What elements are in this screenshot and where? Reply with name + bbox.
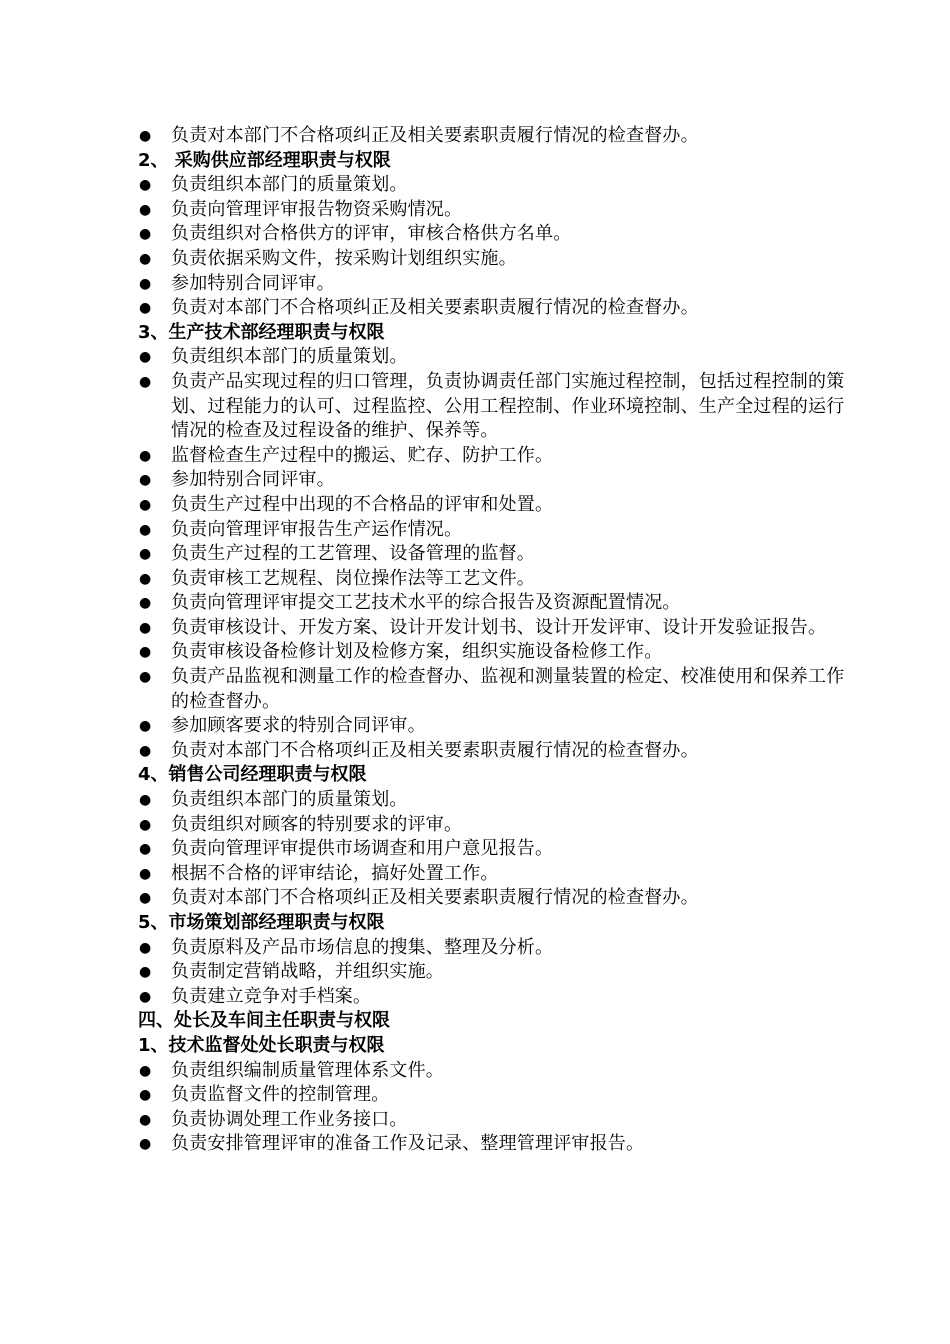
list-item — [138, 542, 860, 567]
list-item-text: 负责协调处理工作业务接口。 — [171, 1108, 408, 1130]
list-item-text: 根据不合格的评审结论，搞好处置工作。 — [171, 862, 499, 884]
bullet-icon: ● — [139, 570, 152, 587]
bullet-icon: ● — [139, 669, 152, 686]
bullet-icon: ● — [139, 177, 152, 194]
section-heading: 3、生产技术部经理职责与权限 — [138, 321, 385, 343]
list-item — [138, 739, 860, 764]
list-item-text: 负责制定营销战略，并组织实施。 — [171, 961, 444, 983]
list-item-text: 负责审核工艺规程、岗位操作法等工艺文件。 — [171, 567, 535, 589]
list-item — [138, 468, 860, 493]
bullet-icon: ● — [139, 447, 152, 464]
bullet-icon: ● — [139, 373, 152, 390]
document-body — [138, 124, 860, 1157]
list-item-text: 负责向管理评审报告物资采购情况。 — [171, 198, 463, 220]
list-item — [138, 788, 860, 813]
list-item — [138, 247, 860, 272]
list-item-text: 参加顾客要求的特别合同评审。 — [171, 715, 426, 737]
bullet-icon: ● — [139, 792, 152, 809]
list-item-text: 负责组织编制质量管理体系文件。 — [171, 1059, 444, 1081]
list-item — [138, 862, 860, 887]
bullet-icon: ● — [139, 619, 152, 636]
bullet-icon: ● — [139, 939, 152, 956]
list-item — [138, 173, 860, 198]
list-item — [138, 493, 860, 518]
list-item — [138, 296, 860, 321]
list-item-text: 监督检查生产过程中的搬运、贮存、防护工作。 — [171, 444, 554, 466]
bullet-icon: ● — [139, 1136, 152, 1153]
section-heading: 四、处长及车间主任职责与权限 — [138, 1010, 390, 1032]
section-heading: 2、 采购供应部经理职责与权限 — [138, 149, 391, 171]
bullet-icon: ● — [139, 546, 152, 563]
list-item-text: 负责产品实现过程的归口管理，负责协调责任部门实施过程控制，包括过程控制的策划、过程能力的认可、过程监控、公用工程控制、作业环境控制、生产全过程的运行情况的检查及过程设备的维护、保养等。 — [171, 370, 845, 442]
list-item-text: 负责依据采购文件，按采购计划组织实施。 — [171, 247, 517, 269]
list-item-text: 负责组织本部门的质量策划。 — [171, 789, 408, 811]
list-item — [138, 591, 860, 616]
list-item — [138, 616, 860, 641]
list-item — [138, 272, 860, 297]
bullet-icon: ● — [139, 841, 152, 858]
list-item — [138, 567, 860, 592]
bullet-icon: ● — [139, 1062, 152, 1079]
list-item-text: 负责监督文件的控制管理。 — [171, 1084, 390, 1106]
bullet-icon: ● — [139, 718, 152, 735]
bullet-icon: ● — [139, 742, 152, 759]
list-item — [138, 1059, 860, 1084]
bullet-icon: ● — [139, 300, 152, 317]
bullet-icon: ● — [139, 890, 152, 907]
list-item — [138, 985, 860, 1010]
list-item-text: 参加特别合同评审。 — [171, 469, 335, 491]
list-item — [138, 714, 860, 739]
bullet-icon: ● — [139, 250, 152, 267]
list-item — [138, 198, 860, 223]
list-item — [138, 518, 860, 543]
list-item-text: 负责对本部门不合格项纠正及相关要素职责履行情况的检查督办。 — [171, 739, 699, 761]
list-item — [138, 837, 860, 862]
section-heading: 5、市场策划部经理职责与权限 — [138, 912, 385, 933]
list-item-text: 参加特别合同评审。 — [171, 272, 335, 294]
list-item — [138, 813, 860, 838]
list-item-text: 负责对本部门不合格项纠正及相关要素职责履行情况的检查督办。 — [171, 125, 699, 146]
list-item — [138, 640, 860, 665]
list-item-text: 负责组织本部门的质量策划。 — [171, 174, 408, 196]
bullet-icon: ● — [139, 521, 152, 538]
list-item-text: 负责原料及产品市场信息的搜集、整理及分析。 — [171, 936, 554, 958]
bullet-icon: ● — [139, 128, 152, 144]
bullet-icon: ● — [139, 865, 152, 882]
bullet-icon: ● — [139, 964, 152, 981]
bullet-icon: ● — [139, 1111, 152, 1128]
bullet-icon: ● — [139, 816, 152, 833]
bullet-icon: ● — [139, 496, 152, 513]
list-item-text: 负责审核设计、开发方案、设计开发计划书、设计开发评审、设计开发验证报告。 — [171, 616, 827, 638]
list-item-text: 负责审核设备检修计划及检修方案，组织实施设备检修工作。 — [171, 641, 663, 663]
bullet-icon: ● — [139, 275, 152, 292]
list-item — [138, 665, 860, 714]
list-item — [138, 370, 860, 444]
list-item — [138, 124, 860, 149]
document-page — [138, 124, 860, 1157]
list-item — [138, 444, 860, 469]
bullet-icon: ● — [139, 201, 152, 218]
list-item-text: 负责生产过程中出现的不合格品的评审和处置。 — [171, 493, 554, 515]
list-item-text: 负责向管理评审提供市场调查和用户意见报告。 — [171, 838, 554, 860]
list-item — [138, 345, 860, 370]
list-item — [138, 222, 860, 247]
list-item — [138, 1132, 860, 1157]
list-item-text: 负责组织对顾客的特别要求的评审。 — [171, 813, 463, 835]
bullet-icon: ● — [139, 349, 152, 366]
list-item-text: 负责向管理评审报告生产运作情况。 — [171, 518, 463, 540]
bullet-icon: ● — [139, 472, 152, 489]
bullet-icon: ● — [139, 595, 152, 612]
bullet-icon: ● — [139, 988, 152, 1005]
list-item — [138, 1083, 860, 1108]
list-item — [138, 1108, 860, 1133]
list-item — [138, 960, 860, 985]
list-item — [138, 936, 860, 961]
bullet-icon: ● — [139, 1087, 152, 1104]
list-item-text: 负责产品监视和测量工作的检查督办、监视和测量装置的检定、校准使用和保养工作的检查督办。 — [171, 666, 845, 712]
list-item-text: 负责生产过程的工艺管理、设备管理的监督。 — [171, 543, 535, 565]
list-item — [138, 886, 860, 911]
section-heading: 1、技术监督处处长职责与权限 — [138, 1034, 385, 1056]
list-item-text: 负责对本部门不合格项纠正及相关要素职责履行情况的检查督办。 — [171, 887, 699, 909]
list-item-text: 负责组织对合格供方的评审，审核合格供方名单。 — [171, 223, 572, 245]
section-heading: 4、销售公司经理职责与权限 — [138, 764, 367, 786]
bullet-icon: ● — [139, 226, 152, 243]
list-item-text: 负责建立竞争对手档案。 — [171, 985, 372, 1007]
list-item-text: 负责向管理评审提交工艺技术水平的综合报告及资源配置情况。 — [171, 592, 681, 614]
list-item-text: 负责安排管理评审的准备工作及记录、整理管理评审报告。 — [171, 1133, 645, 1155]
list-item-text: 负责对本部门不合格项纠正及相关要素职责履行情况的检查督办。 — [171, 297, 699, 319]
bullet-icon: ● — [139, 644, 152, 661]
list-item-text: 负责组织本部门的质量策划。 — [171, 346, 408, 368]
